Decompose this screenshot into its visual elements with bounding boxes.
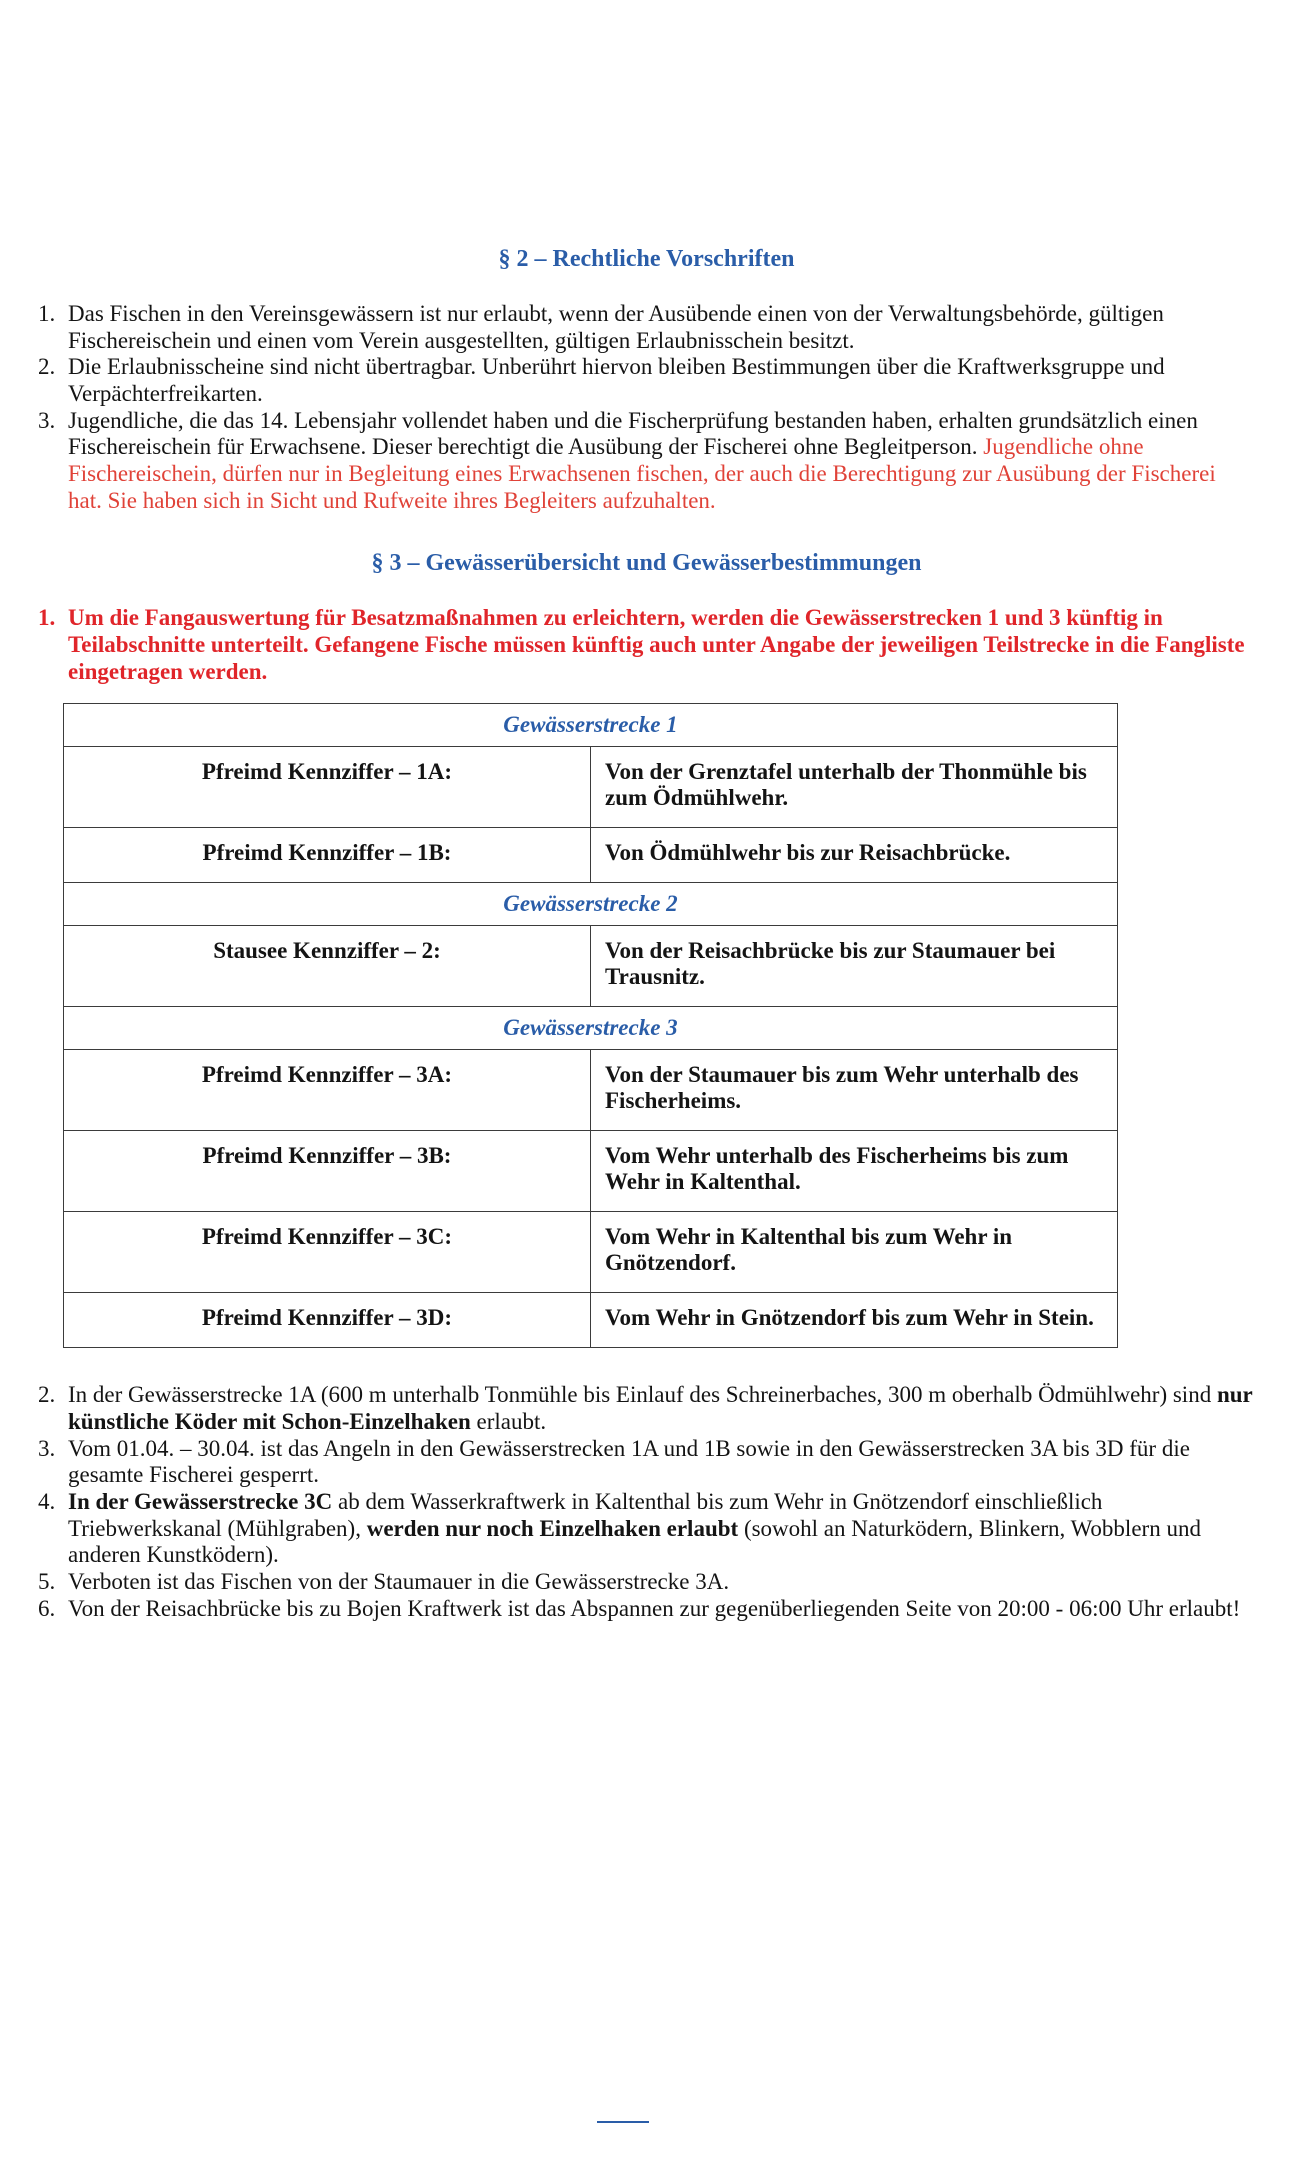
list-item-text bbox=[68, 301, 1255, 354]
list-item-number: 2. bbox=[38, 354, 56, 380]
list-item bbox=[38, 1382, 1255, 1435]
table-cell-description: Von der Grenztafel unterhalb der Thonmühle bis zum Ödmühlwehr. bbox=[591, 747, 1118, 828]
table-cell-description: Vom Wehr in Kaltenthal bis zum Wehr in Gnötzendorf. bbox=[591, 1212, 1118, 1293]
text-segment: werden nur noch Einzelhaken erlaubt bbox=[366, 1515, 739, 1541]
text-segment: In der Gewässerstrecke 3C bbox=[68, 1489, 333, 1515]
text-segment: ab dem Wasserkraftwerk in Kaltenthal bis zum Wehr in Gnötzendorf einschließlich Triebwerkskanal (Mühlgraben), bbox=[68, 1489, 1103, 1541]
table-cell-label: Pfreimd Kennziffer – 1B: bbox=[64, 828, 591, 883]
text-segment: Verboten ist das Fischen von der Staumauer in die Gewässerstrecke 3A. bbox=[68, 1569, 730, 1595]
table-section-title: Gewässerstrecke 1 bbox=[64, 704, 1118, 747]
list-item bbox=[38, 354, 1255, 407]
table-section-row bbox=[64, 1007, 1118, 1050]
table-row bbox=[64, 747, 1118, 828]
list-item-number: 1. bbox=[38, 605, 56, 631]
list-item-text bbox=[68, 1382, 1255, 1435]
water-sections-table-body bbox=[64, 704, 1118, 1348]
list-item-number: 4. bbox=[38, 1489, 56, 1515]
list-item-text bbox=[68, 1436, 1255, 1489]
list-item-text bbox=[68, 605, 1255, 685]
list-item-number: 6. bbox=[38, 1595, 56, 1621]
list-item-number: 5. bbox=[38, 1569, 56, 1595]
text-segment: erlaubt. bbox=[470, 1409, 547, 1435]
text-segment: Jugendliche ohne Fischereischein, dürfen nur in Begleitung eines Erwachsenen fischen, der auch die Berechtigung zur Ausübung der Fischerei hat. Sie haben sich in Sicht und Rufweite ihres Begleiters aufzuhalten. bbox=[68, 434, 1216, 513]
table-row bbox=[64, 1131, 1118, 1212]
list-item-number: 2. bbox=[38, 1382, 56, 1408]
table-cell-label: Pfreimd Kennziffer – 3D: bbox=[64, 1293, 591, 1348]
text-segment: Von der Reisachbrücke bis zu Bojen Kraftwerk ist das Abspannen zur gegenüberliegenden Seite von 20:00 - 06:00 Uhr erlaubt! bbox=[68, 1595, 1241, 1621]
list-item-number: 1. bbox=[38, 301, 56, 326]
text-segment: (sowohl an Naturködern, Blinkern, Wobblern und anderen Kunstködern). bbox=[68, 1515, 1201, 1568]
list-item bbox=[38, 301, 1255, 354]
table-section-title: Gewässerstrecke 2 bbox=[64, 883, 1118, 926]
water-sections-table bbox=[63, 703, 1118, 1348]
footer-link[interactable] bbox=[597, 2110, 649, 2123]
text-segment: Um die Fangauswertung für Besatzmaßnahmen zu erleichtern, werden die Gewässerstrecken 1 und 3 künftig in Teilabschnitte unterteilt. Gefangene Fische müssen künftig auch unter Angabe der jeweiligen Teilstrecke in die Fangliste eingetragen werden. bbox=[68, 605, 1245, 684]
list-item-text bbox=[68, 1489, 1255, 1569]
section-3-heading: § 3 – Gewässerübersicht und Gewässerbestimmungen bbox=[371, 550, 922, 577]
text-segment: Vom 01.04. – 30.04. ist das Angeln in den Gewässerstrecken 1A und 1B sowie in den Gewässerstrecken 3A bis 3D für die gesamte Fischerei gesperrt. bbox=[68, 1435, 1190, 1488]
list-item-text bbox=[68, 1569, 1255, 1596]
list-item bbox=[38, 605, 1255, 685]
table-cell-label: Pfreimd Kennziffer – 3C: bbox=[64, 1212, 591, 1293]
table-section-row bbox=[64, 704, 1118, 747]
list-item bbox=[38, 1569, 1255, 1596]
table-row bbox=[64, 926, 1118, 1007]
table-cell-description: Von Ödmühlwehr bis zur Reisachbrücke. bbox=[591, 828, 1118, 883]
table-row bbox=[64, 828, 1118, 883]
table-cell-description: Von der Staumauer bis zum Wehr unterhalb des Fischerheims. bbox=[591, 1050, 1118, 1131]
text-segment: In der Gewässerstrecke 1A (600 m unterhalb Tonmühle bis Einlauf des Schreinerbaches, 300 m oberhalb Ödmühlwehr) sind bbox=[68, 1382, 1217, 1408]
list-item-text bbox=[68, 408, 1255, 515]
list-item-text bbox=[68, 354, 1255, 407]
section-2-list bbox=[38, 301, 1255, 514]
list-item bbox=[38, 408, 1255, 515]
section-2-heading: § 2 – Rechtliche Vorschriften bbox=[498, 246, 795, 272]
text-segment: Das Fischen in den Vereinsgewässern ist nur erlaubt, wenn der Ausübende einen von der Verwaltungsbehörde, gültigen Fischereischein und einen vom Verein ausgestellten, gültigen Erlaubnisschein besitzt. bbox=[68, 301, 1164, 353]
table-cell-label: Stausee Kennziffer – 2: bbox=[64, 926, 591, 1007]
list-item-text bbox=[68, 1596, 1255, 1623]
table-section-title: Gewässerstrecke 3 bbox=[64, 1007, 1118, 1050]
table-row bbox=[64, 1212, 1118, 1293]
table-cell-description: Von der Reisachbrücke bis zur Staumauer bei Trausnitz. bbox=[591, 926, 1118, 1007]
table-cell-label: Pfreimd Kennziffer – 3B: bbox=[64, 1131, 591, 1212]
table-cell-description: Vom Wehr unterhalb des Fischerheims bis zum Wehr in Kaltenthal. bbox=[591, 1131, 1118, 1212]
section-3-rules-list bbox=[38, 1382, 1255, 1622]
text-segment: Die Erlaubnisscheine sind nicht übertragbar. Unberührt hiervon bleiben Bestimmungen über die Kraftwerksgruppe und Verpächterfreikarten. bbox=[68, 354, 1165, 407]
text-segment: nur künstliche Köder mit Schon-Einzelhaken bbox=[68, 1382, 1253, 1435]
table-cell-label: Pfreimd Kennziffer – 1A: bbox=[64, 747, 591, 828]
list-item-number: 3. bbox=[38, 407, 56, 433]
list-item-number: 3. bbox=[38, 1435, 56, 1461]
list-item bbox=[38, 1436, 1255, 1489]
table-row bbox=[64, 1293, 1118, 1348]
section-3-intro-list bbox=[38, 605, 1255, 685]
table-row bbox=[64, 1050, 1118, 1131]
table-cell-label: Pfreimd Kennziffer – 3A: bbox=[64, 1050, 591, 1131]
list-item bbox=[38, 1489, 1255, 1569]
table-section-row bbox=[64, 883, 1118, 926]
table-cell-description: Vom Wehr in Gnötzendorf bis zum Wehr in Stein. bbox=[591, 1293, 1118, 1348]
list-item bbox=[38, 1596, 1255, 1623]
text-segment: Jugendliche, die das 14. Lebensjahr vollendet haben und die Fischerprüfung bestanden haben, erhalten grundsätzlich einen Fischereischein für Erwachsene. Dieser berechtigt die Ausübung der Fischerei ohne Begleitperson. bbox=[68, 407, 1198, 460]
